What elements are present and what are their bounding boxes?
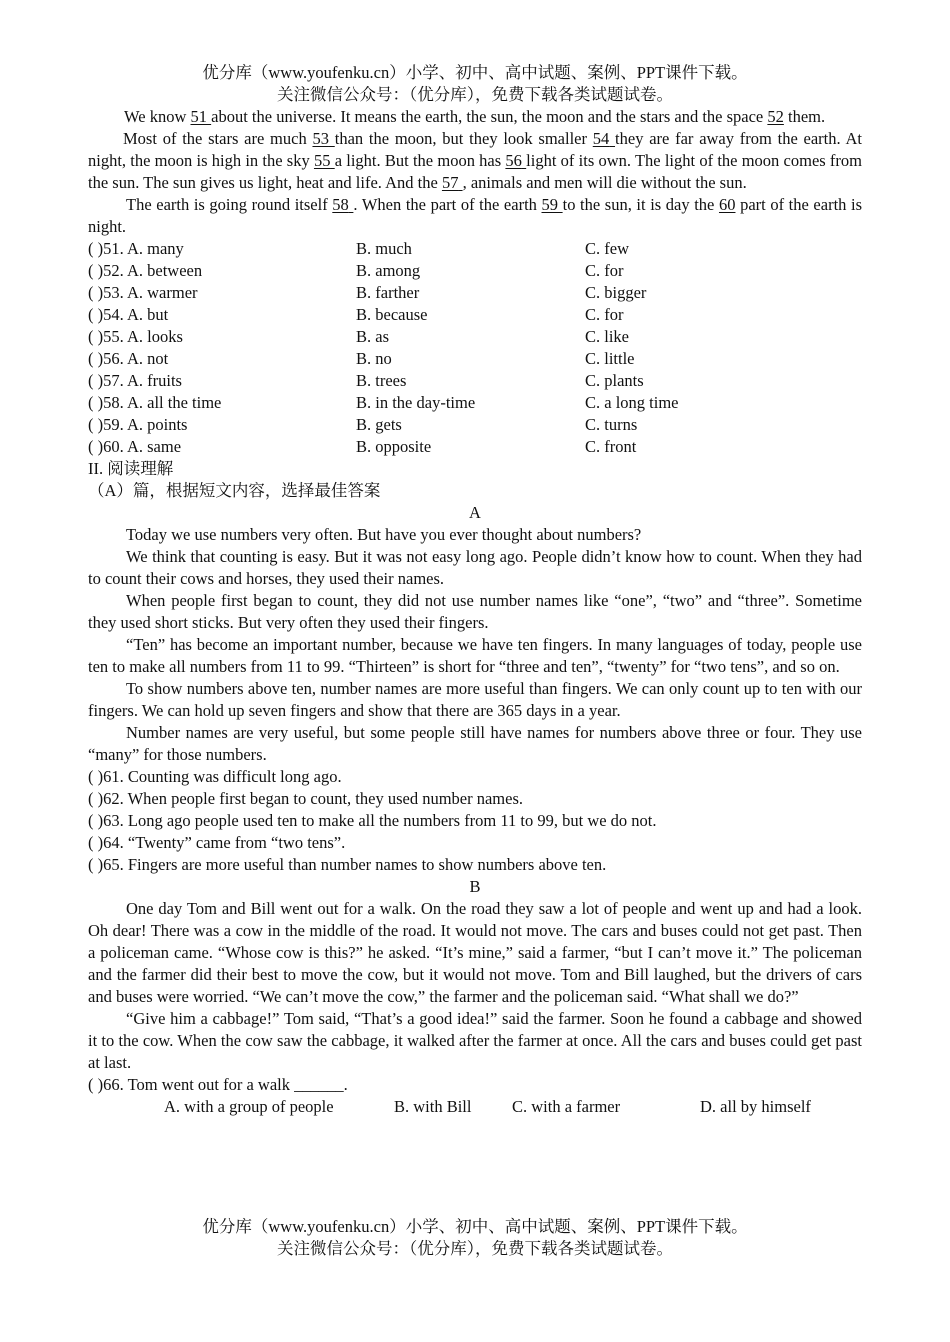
option-a: ( )60. A. same (88, 437, 182, 456)
blank-52: 52 (767, 107, 784, 126)
text: light of its own. The light of the moon comes from the sun. The sun gives us light, heat and life. And the (88, 151, 863, 192)
footer-line-1: 优分库（www.youfenku.cn）小学、初中、高中试题、案例、PPT课件下载。 (202, 1217, 748, 1236)
option-row (88, 414, 862, 436)
blank-54: 54 (592, 129, 610, 148)
blank-58: 58 (332, 195, 349, 214)
option-b: B. gets (356, 415, 402, 434)
option-a: ( )53. A. warmer (88, 283, 198, 302)
option-a: A. with a group of people (164, 1097, 334, 1116)
cloze-paragraph-3 (88, 194, 862, 238)
header-line-1: 优分库（www.youfenku.cn）小学、初中、高中试题、案例、PPT课件下载。 (202, 63, 748, 82)
blank-56: 56 (505, 151, 522, 170)
text: they are far away from the earth. At night, the moon is high in the sky (88, 129, 862, 170)
text: a light. But the moon has (334, 151, 506, 170)
blank-57: 57 (441, 173, 459, 192)
option-row (88, 392, 862, 414)
text: about the universe. It means the earth, the sun, the moon and the stars and the space (211, 107, 768, 126)
question-65: ( )65. Fingers are more useful than number names to show numbers above ten. (88, 855, 607, 874)
option-row (88, 370, 862, 392)
option-c: C. few (585, 239, 629, 258)
section-title: II. 阅读理解 (88, 459, 174, 478)
option-b: B. trees (356, 371, 407, 390)
question-61: ( )61. Counting was difficult long ago. (88, 767, 342, 786)
option-c: C. turns (585, 415, 638, 434)
option-c: C. like (585, 327, 629, 346)
option-row (88, 348, 862, 370)
blank-55: 55 (313, 151, 331, 170)
text: The earth is going round itself (126, 195, 333, 214)
option-a: ( )52. A. between (88, 261, 203, 280)
option-a: ( )59. A. points (88, 415, 188, 434)
blank-51: 51 (190, 107, 207, 126)
option-a: ( )54. A. but (88, 305, 169, 324)
option-c: C. little (585, 349, 635, 368)
text: to the sun, it is day the (562, 195, 719, 214)
text: . When the part of the earth (353, 195, 542, 214)
question-64: ( )64. “Twenty” came from “two tens”. (88, 833, 346, 852)
cloze-paragraph-1 (86, 106, 862, 128)
option-row (88, 304, 862, 326)
option-b: B. no (356, 349, 392, 368)
option-c: C. for (585, 305, 624, 324)
option-b: B. as (356, 327, 389, 346)
option-row (88, 326, 862, 348)
cloze-paragraph-2 (88, 128, 862, 194)
option-row (88, 282, 862, 304)
option-row (88, 238, 862, 260)
passage-b-label: B (469, 877, 481, 896)
passage-b-paragraph: “Give him a cabbage!” Tom said, “That’s a good idea!” said the farmer. Soon he found a cabbage and showed it to the cow. When the cow saw the cabbage, it walked after the farmer at once. All the cars and buses could get past at last. (88, 1009, 862, 1072)
option-b: B. with Bill (394, 1097, 472, 1116)
option-a: ( )55. A. looks (88, 327, 183, 346)
text: , animals and men will die without the sun. (462, 173, 747, 192)
option-b: B. in the day-time (356, 393, 476, 412)
blank-60: 60 (718, 195, 736, 214)
text: them. (783, 107, 826, 126)
text: than the moon, but they look smaller (334, 129, 593, 148)
option-a: ( )56. A. not (88, 349, 169, 368)
option-a: ( )58. A. all the time (88, 393, 222, 412)
section-instruction: （A）篇，根据短文内容，选择最佳答案 (88, 481, 381, 500)
footer (0, 1216, 950, 1260)
passage-a-label: A (469, 503, 481, 522)
option-b: B. because (356, 305, 428, 324)
text: Most of the stars are much (123, 129, 313, 148)
option-b: B. among (356, 261, 421, 280)
blank-59: 59 (541, 195, 558, 214)
passage-a-paragraph: When people first began to count, they did not use number names like “one”, “two” and “three”. Sometime they used short sticks. But very often they used their fingers. (88, 591, 862, 632)
blank-53: 53 (312, 129, 329, 148)
text: We know (124, 107, 191, 126)
passage-a-paragraph: “Ten” has become an important number, because we have ten fingers. In many languages of today, people use ten to make all numbers from 11 to 99. “Thirteen” is short for “three and ten”, “twenty” for “two tens”, and so on. (88, 635, 862, 676)
passage-a-paragraph: To show numbers above ten, number names are more useful than fingers. We can only count up to ten with our fingers. We can hold up seven fingers and show that there are 365 days in a year. (88, 679, 862, 720)
document-page (88, 62, 862, 1118)
option-c: C. front (585, 437, 637, 456)
option-c: C. bigger (585, 283, 647, 302)
question-62: ( )62. When people first began to count, they used number names. (88, 789, 523, 808)
option-c: C. a long time (585, 393, 679, 412)
question-63: ( )63. Long ago people used ten to make all the numbers from 11 to 99, but we do not. (88, 811, 657, 830)
question-66: ( )66. Tom went out for a walk ______. (88, 1075, 348, 1094)
footer-line-2: 关注微信公众号：（优分库），免费下载各类试题试卷。 (277, 1239, 673, 1258)
text: part of the earth is night. (88, 195, 863, 236)
passage-a-paragraph: We think that counting is easy. But it was not easy long ago. People didn’t know how to count. When they had to count their cows and horses, they used their names. (88, 547, 862, 588)
option-row (88, 436, 862, 458)
option-a: ( )51. A. many (88, 239, 184, 258)
option-b: B. farther (356, 283, 420, 302)
question-66-options (88, 1096, 862, 1118)
passage-a-paragraph: Number names are very useful, but some people still have names for numbers above three or four. They use “many” for those numbers. (88, 723, 862, 764)
option-a: ( )57. A. fruits (88, 371, 182, 390)
option-b: B. opposite (356, 437, 432, 456)
cloze-options (88, 238, 862, 458)
option-b: B. much (356, 239, 412, 258)
option-c: C. for (585, 261, 624, 280)
header-line-2: 关注微信公众号：（优分库），免费下载各类试题试卷。 (277, 85, 673, 104)
passage-b-paragraph: One day Tom and Bill went out for a walk. On the road they saw a lot of people and went up and had a look. Oh dear! There was a cow in the middle of the road. It would not move. The cars and buses could not get past. Then a policeman came. “Whose cow is this?” he asked. “It’s mine,” said a farmer, “but I can’t move it.” The policeman and the farmer did their best to move the cow, but it would not move. Tom and Bill laughed, but the drivers of cars and buses were worried. “We can’t move the cow,” the farmer and the policeman said. “What shall we do?” (88, 899, 862, 1006)
option-d: D. all by himself (700, 1097, 811, 1116)
passage-a-paragraph: Today we use numbers very often. But have you ever thought about numbers? (126, 525, 642, 544)
option-c: C. plants (585, 371, 644, 390)
option-row (88, 260, 862, 282)
option-c: C. with a farmer (512, 1097, 621, 1116)
